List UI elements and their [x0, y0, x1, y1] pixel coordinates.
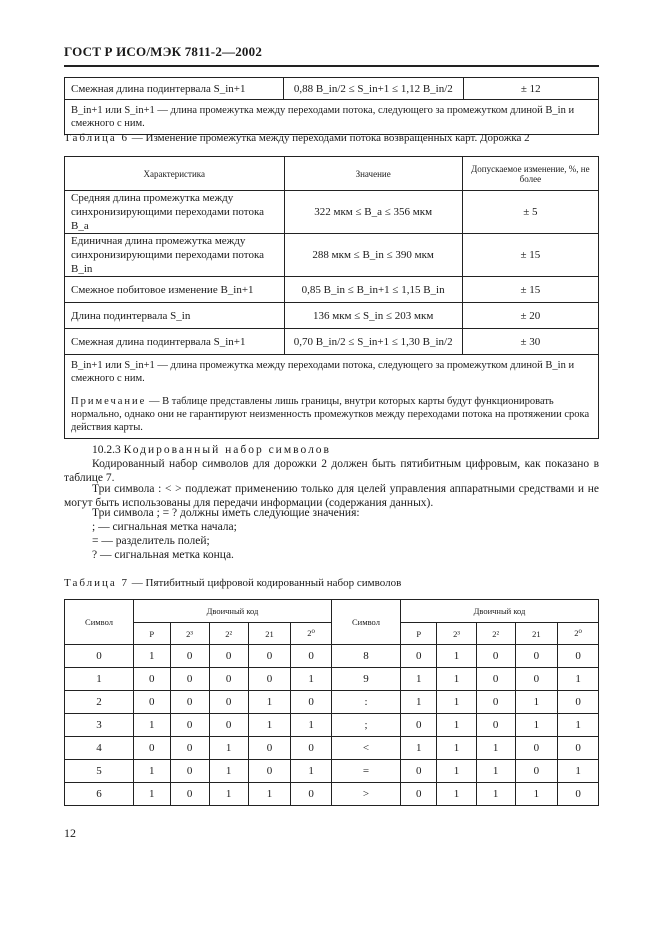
header-symbol: Символ	[331, 600, 400, 645]
bit-cell: 0	[558, 737, 599, 760]
bit-cell: 0	[134, 668, 171, 691]
bit-cell: 0	[558, 645, 599, 668]
bit-cell: 0	[134, 737, 171, 760]
bit-cell: 0	[400, 714, 437, 737]
symbol-cell: 9	[331, 668, 400, 691]
header-tolerance: Допускаемое изменение, %, не более	[462, 157, 598, 191]
bit-cell: 1	[248, 714, 290, 737]
bit-cell: 1	[437, 783, 476, 806]
bit-cell: 1	[558, 714, 599, 737]
paragraph: Три символа ; = ? должны иметь следующие значения:	[92, 507, 360, 519]
bit-cell: 1	[209, 760, 248, 783]
bit-cell: 0	[291, 645, 332, 668]
bit-cell: 0	[515, 737, 557, 760]
cell-characteristic: Смежная длина подинтервала S_in+1	[65, 78, 284, 100]
symbol-cell: 1	[65, 668, 134, 691]
paragraph: Кодированный набор символов для дорожки 2 должен быть пятибитным цифровым, как показано в таблице 7.	[64, 458, 599, 484]
bit-cell: 1	[476, 760, 515, 783]
symbol-cell: 0	[65, 645, 134, 668]
bit-header: 21	[248, 623, 290, 645]
symbol-cell: 6	[65, 783, 134, 806]
bit-cell: 1	[476, 737, 515, 760]
bit-cell: 0	[170, 668, 209, 691]
symbol-cell: 4	[65, 737, 134, 760]
symbol-cell: =	[331, 760, 400, 783]
table-row	[65, 691, 599, 714]
bit-header: 2²	[476, 623, 515, 645]
table-row	[65, 277, 599, 303]
symbol-cell: :	[331, 691, 400, 714]
bit-cell: 0	[400, 645, 437, 668]
cell-value: 0,70 B_in/2 ≤ S_in+1 ≤ 1,30 B_in/2	[284, 329, 462, 355]
bit-cell: 0	[515, 760, 557, 783]
bit-cell: 1	[400, 691, 437, 714]
bit-cell: 0	[476, 645, 515, 668]
cell-characteristic: Смежная длина подинтервала S_in+1	[65, 329, 285, 355]
bit-cell: 1	[209, 783, 248, 806]
cell-tolerance: ± 5	[462, 191, 598, 234]
cell-value: 0,85 B_in ≤ B_in+1 ≤ 1,15 B_in	[284, 277, 462, 303]
table-row	[65, 303, 599, 329]
symbol-cell: 2	[65, 691, 134, 714]
table-note	[65, 355, 599, 439]
list-item: = — разделитель полей;	[92, 535, 210, 547]
note-definition: B_in+1 или S_in+1 — длина промежутка между переходами потока, следующего за промежутком длиной B_in и смежного с ним.	[71, 360, 575, 384]
cell-tolerance: ± 15	[462, 277, 598, 303]
bit-cell: 1	[437, 645, 476, 668]
bit-cell: 1	[558, 668, 599, 691]
bit-cell: 1	[437, 668, 476, 691]
bit-header: 2⁰	[558, 623, 599, 645]
bit-cell: 1	[437, 714, 476, 737]
bit-cell: 0	[209, 691, 248, 714]
bit-cell: 1	[134, 760, 171, 783]
bit-cell: 0	[515, 668, 557, 691]
bit-cell: 0	[170, 645, 209, 668]
bit-cell: 1	[134, 714, 171, 737]
bit-cell: 0	[248, 645, 290, 668]
table-row	[65, 668, 599, 691]
bit-header: 2³	[170, 623, 209, 645]
bit-cell: 1	[515, 714, 557, 737]
bit-cell: 0	[515, 645, 557, 668]
paragraph: Три символа : < > подлежат применению только для целей управления аппаратными средствами и не могут быть использованы для передачи информации (содержания данных).	[64, 483, 599, 509]
bit-cell: 0	[209, 668, 248, 691]
bit-cell: 1	[437, 760, 476, 783]
table-note: B_in+1 или S_in+1 — длина промежутка между переходами потока, следующего за промежутком длиной B_in и смежного с ним.	[65, 100, 599, 135]
table-header-row	[65, 157, 599, 191]
symbol-cell: >	[331, 783, 400, 806]
bit-cell: 0	[476, 714, 515, 737]
cell-value: 0,88 B_in/2 ≤ S_in+1 ≤ 1,12 B_in/2	[284, 78, 463, 100]
header-characteristic: Характеристика	[65, 157, 285, 191]
bit-cell: 0	[476, 668, 515, 691]
cell-tolerance: ± 20	[462, 303, 598, 329]
bit-cell: 0	[248, 760, 290, 783]
page-header: ГОСТ Р ИСО/МЭК 7811-2—2002	[64, 44, 263, 59]
bit-cell: 0	[558, 783, 599, 806]
header-binary: Двоичный код	[400, 600, 598, 623]
cell-characteristic: Единичная длина промежутка между синхронизирующими переходами потока B_in	[65, 234, 285, 277]
bit-header: 21	[515, 623, 557, 645]
table-note-row	[65, 355, 599, 439]
table-continuation	[64, 77, 599, 135]
table-row	[65, 760, 599, 783]
table-row	[65, 737, 599, 760]
bit-cell: 0	[170, 783, 209, 806]
bit-cell: 0	[170, 691, 209, 714]
bit-header: P	[400, 623, 437, 645]
cell-characteristic: Средняя длина промежутка между синхронизирующими переходами потока B_a	[65, 191, 285, 234]
header-value: Значение	[284, 157, 462, 191]
bit-cell: 1	[558, 760, 599, 783]
bit-cell: 1	[134, 645, 171, 668]
header-binary: Двоичный код	[134, 600, 332, 623]
bit-cell: 1	[437, 737, 476, 760]
bit-cell: 1	[476, 783, 515, 806]
bit-cell: 0	[170, 737, 209, 760]
symbol-cell: 8	[331, 645, 400, 668]
table6-caption: Таблица 6 — Изменение промежутка между переходами потока возвращенных карт. Дорожка 2	[64, 132, 530, 144]
section-heading: 10.2.3 Кодированный набор символов	[92, 444, 331, 456]
note-remark: Примечание — В таблице представлены лишь границы, внутри которых карты будут функционировать нормально, однако они не гарантируют неизменность промежутков между переходами потока на протяжении срока действия карты.	[71, 396, 590, 433]
table6	[64, 156, 599, 439]
table7-body	[65, 645, 599, 806]
bit-cell: 1	[400, 668, 437, 691]
cell-value: 136 мкм ≤ S_in ≤ 203 мкм	[284, 303, 462, 329]
bit-cell: 0	[209, 645, 248, 668]
table-note-row	[65, 100, 599, 135]
bit-cell: 1	[400, 737, 437, 760]
cell-value: 288 мкм ≤ B_in ≤ 390 мкм	[284, 234, 462, 277]
bit-cell: 1	[209, 737, 248, 760]
symbol-cell: 3	[65, 714, 134, 737]
bit-cell: 0	[134, 691, 171, 714]
cell-tolerance: ± 15	[462, 234, 598, 277]
bit-cell: 0	[248, 668, 290, 691]
bit-cell: 0	[291, 691, 332, 714]
bit-cell: 1	[515, 691, 557, 714]
cell-tolerance: ± 12	[463, 78, 598, 100]
symbol-cell: <	[331, 737, 400, 760]
table-row	[65, 234, 599, 277]
bit-cell: 0	[209, 714, 248, 737]
bit-cell: 0	[291, 783, 332, 806]
table-row	[65, 783, 599, 806]
cell-characteristic: Смежное побитовое изменение B_in+1	[65, 277, 285, 303]
table-row	[65, 714, 599, 737]
bit-header: 2³	[437, 623, 476, 645]
bit-cell: 1	[515, 783, 557, 806]
page-number: 12	[64, 826, 76, 840]
symbol-cell: 5	[65, 760, 134, 783]
bit-cell: 1	[437, 691, 476, 714]
bit-cell: 0	[248, 737, 290, 760]
bit-header: 2⁰	[291, 623, 332, 645]
bit-cell: 0	[170, 714, 209, 737]
bit-cell: 0	[400, 760, 437, 783]
table-row	[65, 78, 599, 100]
cell-tolerance: ± 30	[462, 329, 598, 355]
header-rule	[64, 65, 599, 67]
table7	[64, 599, 599, 806]
bit-cell: 1	[291, 668, 332, 691]
bit-cell: 1	[248, 783, 290, 806]
bit-cell: 1	[291, 760, 332, 783]
bit-cell: 0	[291, 737, 332, 760]
table7-caption: Таблица 7 — Пятибитный цифровой кодированный набор символов	[64, 577, 402, 589]
list-item: ? — сигнальная метка конца.	[92, 549, 234, 561]
table-row	[65, 645, 599, 668]
bit-cell: 1	[248, 691, 290, 714]
bit-header: 2²	[209, 623, 248, 645]
cell-value: 322 мкм ≤ B_a ≤ 356 мкм	[284, 191, 462, 234]
bit-cell: 0	[170, 760, 209, 783]
bit-cell: 0	[400, 783, 437, 806]
table-header-row	[65, 600, 599, 623]
list-item: ; — сигнальная метка начала;	[92, 521, 237, 533]
bit-cell: 1	[134, 783, 171, 806]
bit-cell: 1	[291, 714, 332, 737]
table-row	[65, 191, 599, 234]
table-row	[65, 329, 599, 355]
bit-cell: 0	[476, 691, 515, 714]
cell-characteristic: Длина подинтервала S_in	[65, 303, 285, 329]
header-symbol: Символ	[65, 600, 134, 645]
symbol-cell: ;	[331, 714, 400, 737]
bit-cell: 0	[558, 691, 599, 714]
bit-header: P	[134, 623, 171, 645]
